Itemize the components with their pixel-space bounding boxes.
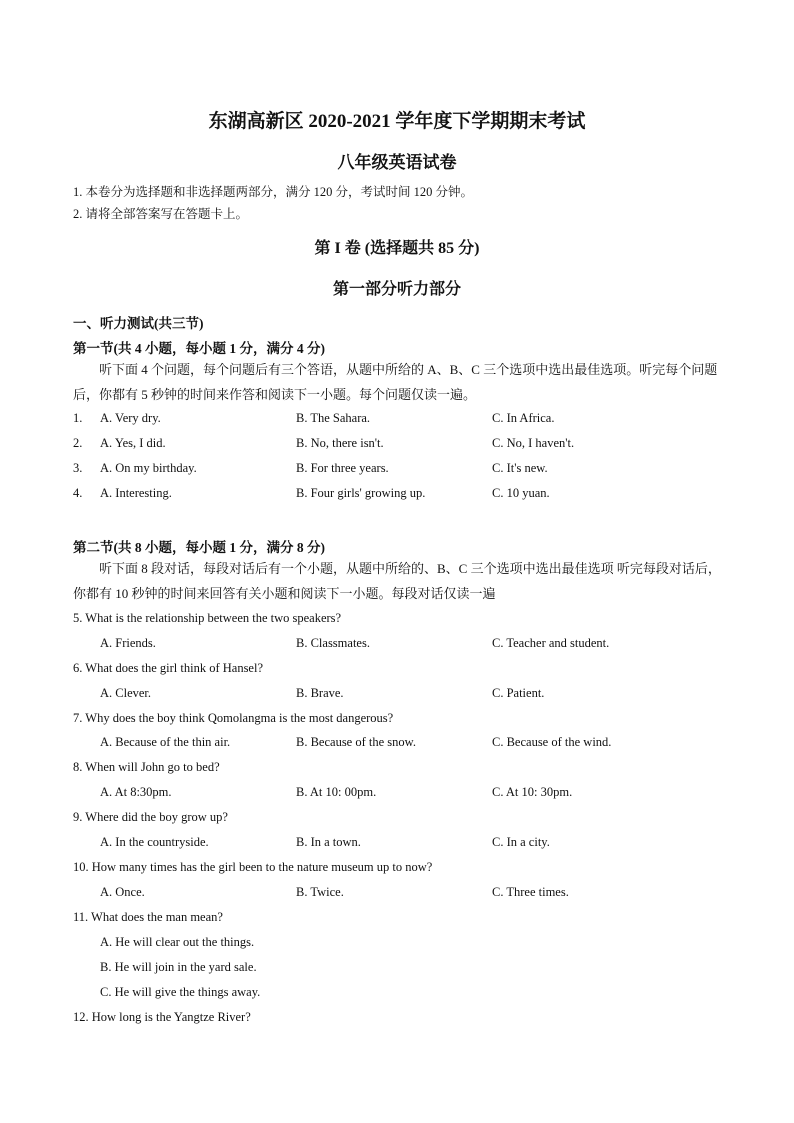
option-b: B. Brave.	[296, 686, 344, 700]
option-c: C. Patient.	[492, 686, 545, 700]
option-a: A. At 8:30pm.	[100, 785, 172, 799]
option-c: C. 10 yuan.	[492, 486, 550, 500]
option-b: B. The Sahara.	[296, 411, 371, 425]
part-title: 第一部分听力部分	[332, 281, 461, 298]
question-text: 12. How long is the Yangtze River?	[73, 1010, 251, 1024]
question-text: 8. When will John go to bed?	[73, 760, 220, 774]
item-number: 3.	[73, 461, 83, 475]
option-b: B. In a town.	[296, 835, 361, 849]
question-text: 7. Why does the boy think Qomolangma is the most dangerous?	[73, 711, 394, 725]
option-a: A. Because of the thin air.	[100, 735, 231, 749]
option-b: B. Because of the snow.	[296, 735, 416, 749]
question-text: 11. What does the man mean?	[73, 910, 223, 924]
option-c: C. Three times.	[492, 885, 569, 899]
option-c: C. At 10: 30pm.	[492, 785, 573, 799]
option-c: C. In Africa.	[492, 411, 555, 425]
option-a: A. Very dry.	[100, 411, 161, 425]
note-2: 2. 请将全部答案写在答题卡上。	[73, 207, 249, 221]
option-b: B. Four girls' growing up.	[296, 486, 426, 500]
option-a: A. He will clear out the things.	[100, 935, 255, 949]
option-c: C. No, I haven't.	[492, 436, 575, 450]
option-c: C. Because of the wind.	[492, 735, 612, 749]
option-a: A. Once.	[100, 885, 145, 899]
section2-instructions: 听下面 8 段对话，每段对话后有一个小题，从题中所给的、B、C 三个选项中选出最佳选项 听完每段对话后，你都有 10 秒钟的时间来回答有关小题和阅读下一小题。每段对话仅读一遍	[73, 561, 721, 601]
volume-title: 第 I 卷 (选择题共 85 分)	[314, 240, 480, 257]
option-a: A. On my birthday.	[100, 461, 197, 475]
option-c: C. Teacher and student.	[492, 636, 610, 650]
option-c: C. In a city.	[492, 835, 550, 849]
question-text: 6. What does the girl think of Hansel?	[73, 661, 264, 675]
option-a: A. Interesting.	[100, 486, 172, 500]
question-text: 9. Where did the boy grow up?	[73, 810, 228, 824]
question-text: 10. How many times has the girl been to the nature museum up to now?	[73, 860, 433, 874]
option-b: B. At 10: 00pm.	[296, 785, 377, 799]
item-number: 2.	[73, 436, 83, 450]
option-a: A. In the countryside.	[100, 835, 209, 849]
option-a: A. Yes, I did.	[100, 436, 166, 450]
note-1: 1. 本卷分为选择题和非选择题两部分，满分 120 分，考试时间 120 分钟。	[73, 185, 474, 199]
section1-heading: 第一节(共 4 小题，每小题 1 分，满分 4 分)	[73, 341, 325, 356]
option-b: B. For three years.	[296, 461, 389, 475]
option-c: C. It's new.	[492, 461, 548, 475]
section1-instructions: 听下面 4 个问题，每个问题后有三个答语，从题中所给的 A、B、C 三个选项中选出最佳选项。听完每个问题后，你都有 5 秒钟的时间来作答和阅读下一小题。每个问题仅读一遍。	[73, 362, 718, 402]
section2-heading: 第二节(共 8 小题，每小题 1 分，满分 8 分)	[73, 540, 325, 555]
exam-title: 东湖高新区 2020-2021 学年度下学期期末考试	[208, 111, 586, 132]
option-b: B. He will join in the yard sale.	[100, 960, 257, 974]
option-b: B. Classmates.	[296, 636, 370, 650]
option-c: C. He will give the things away.	[100, 985, 261, 999]
item-number: 4.	[73, 486, 83, 500]
option-b: B. Twice.	[296, 885, 344, 899]
exam-subtitle: 八年级英语试卷	[337, 153, 457, 172]
item-number: 1.	[73, 411, 83, 425]
option-b: B. No, there isn't.	[296, 436, 384, 450]
section-main-heading: 一、听力测试(共三节)	[73, 316, 204, 331]
option-a: A. Clever.	[100, 686, 152, 700]
option-a: A. Friends.	[100, 636, 156, 650]
question-text: 5. What is the relationship between the two speakers?	[73, 611, 342, 625]
